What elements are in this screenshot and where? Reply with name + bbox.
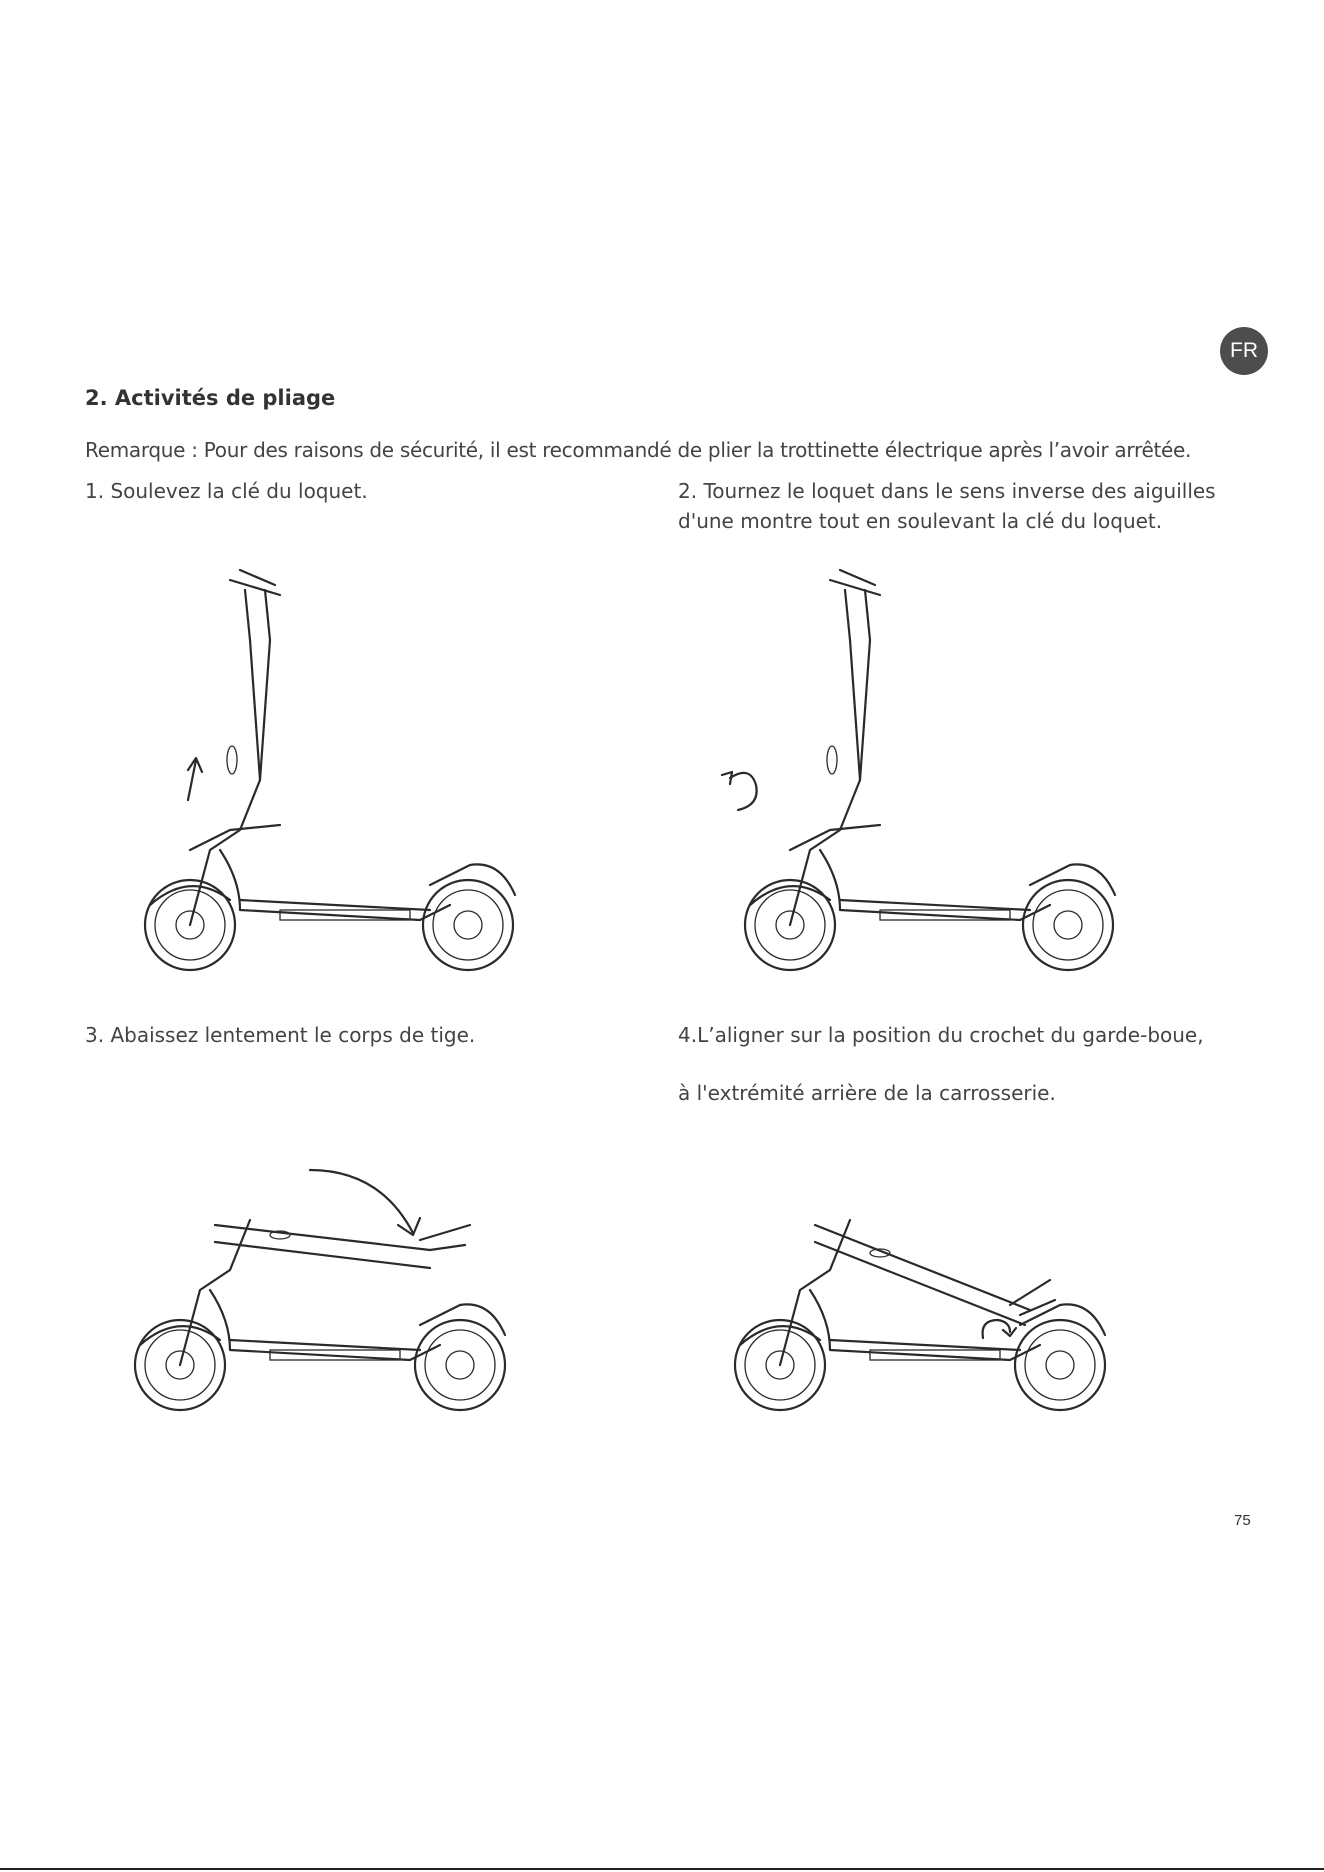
scooter-drawing (135, 1220, 505, 1410)
scooter-upright-lift-latch-illustration (130, 560, 530, 990)
scooter-upright-rotate-latch-illustration (710, 560, 1130, 990)
scooter-folded-hook-fender-illustration (710, 1150, 1130, 1420)
step-3-text: 3. Abaissez lentement le corps de tige. (85, 1023, 476, 1047)
counterclockwise-arrow-icon (722, 772, 757, 810)
section-title: 2. Activités de pliage (85, 386, 336, 410)
scooter-drawing (745, 570, 1115, 970)
step-4-line-1: 4.L’aligner sur la position du crochet du garde-boue, (678, 1023, 1204, 1047)
language-badge: FR (1220, 327, 1268, 375)
up-arrow-icon (188, 758, 202, 800)
step-2-line-1: 2. Tournez le loquet dans le sens inverse des aiguilles (678, 479, 1216, 503)
step-4-line-2: à l'extrémité arrière de la carrosserie. (678, 1081, 1056, 1105)
step-1-text: 1. Soulevez la clé du loquet. (85, 479, 368, 503)
page-number: 75 (1234, 1512, 1251, 1529)
clockwise-arrow-icon (983, 1320, 1016, 1338)
curved-down-arrow-icon (310, 1170, 420, 1235)
scooter-drawing (735, 1220, 1105, 1410)
scooter-folding-lower-stem-illustration (130, 1150, 530, 1420)
safety-note: Remarque : Pour des raisons de sécurité, il est recommandé de plier la trottinette électrique après l’avoir arrêtée. (85, 438, 1192, 462)
step-2-line-2: d'une montre tout en soulevant la clé du loquet. (678, 509, 1163, 533)
bottom-rule (0, 1868, 1324, 1870)
step-2-text (678, 476, 1238, 536)
